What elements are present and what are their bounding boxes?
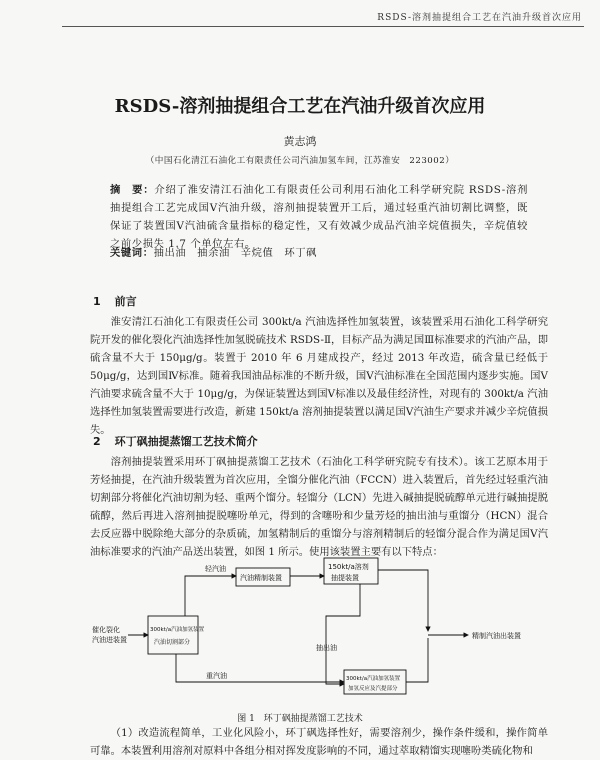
extract-oil-label: 抽出油 (316, 644, 337, 652)
section-1-number: 1 (93, 295, 101, 308)
keywords-text: 抽出油 抽余油 辛烷值 环丁砜 (153, 247, 318, 259)
process-flow-diagram (90, 556, 548, 706)
hydro-unit-label-1: 300kt/a汽油加氢装置 (346, 676, 401, 682)
hydro-unit-label-2: 加氢反应及汽提部分 (348, 686, 398, 692)
section-2-number: 2 (93, 435, 101, 448)
keywords-label: 关键词： (110, 247, 154, 259)
figure-caption: 图 1 环丁砜抽提蒸馏工艺技术 (237, 714, 363, 724)
affiliation: （中国石化清江石油化工有限责任公司汽油加氢车间，江苏淮安 223002） (145, 156, 455, 166)
raffinate-unit-label: 汽油精制装置 (240, 574, 282, 582)
feed-label-1: 催化裂化 (92, 626, 120, 634)
keywords (110, 244, 528, 262)
running-head: RSDS-溶剂抽提组合工艺在汽油升级首次应用 (377, 13, 582, 23)
product-label: 精制汽油出装置 (472, 632, 521, 640)
abstract-label: 摘 要： (110, 184, 155, 196)
extraction-unit-label-1: 150kt/a溶剂 (328, 563, 369, 571)
header-rule (62, 26, 584, 27)
abstract (110, 181, 528, 253)
splitter-label-2: 汽油切割部分 (154, 639, 191, 646)
extraction-unit-label-2: 抽提装置 (331, 574, 359, 582)
author: 黄志鸿 (283, 135, 317, 148)
section-2-paragraph: 溶剂抽提装置采用环丁砜抽提蒸馏工艺技术（石油化工科学研究院专有技术）。该工艺原本用于芳烃抽提，在汽油升级装置为首次应用，全馏分催化汽油（FCCN）进入装置后，首先经过轻重汽油切割部分将催化汽油切割为轻、重两个馏分。轻馏分（LCN）先进入碱抽提脱硫醇单元进行碱抽提脱硫醇，然后再进入溶剂抽提脱噻吩单元，得到的含噻吩和少量芳烃的抽出油与重馏分（HCN）混合去反应器中脱除绝大部分的杂质硫，加氢精制后的重馏分与溶剂精制后的轻馏分混合作为满足国Ⅴ汽油标准要求的汽油产品送出装置，如图 1 所示。使用该装置主要有以下特点： (90, 456, 548, 558)
heavy-stream-label: 重汽油 (206, 672, 227, 680)
section-1-title: 前言 (114, 295, 137, 308)
feed-label-2: 汽油进装置 (92, 636, 127, 644)
bottom-paragraph: （1）改造流程简单，工业化风险小，环丁砜选择性好，需要溶剂少，操作条件缓和，操作简单可靠。本装置利用溶剂对原料中各组分相对挥发度影响的不同，通过萃取精馏实现噻吩类硫化物和 (90, 727, 548, 757)
light-stream-label: 轻汽油 (205, 565, 226, 573)
splitter-label-1: 300kt/a汽油加氢装置 (150, 627, 205, 633)
section-2-title: 环丁砜抽提蒸馏工艺技术简介 (114, 435, 258, 448)
section-1-heading (93, 293, 137, 309)
article-title: RSDS-溶剂抽提组合工艺在汽油升级首次应用 (114, 96, 486, 117)
section-2-heading (93, 433, 258, 449)
section-1-paragraph: 淮安清江石油化工有限责任公司 300kt/a 汽油选择性加氢装置，该装置采用石油化工科学研究院开发的催化裂化汽油选择性加氢脱硫技术 RSDS-Ⅱ，目标产品为满足国Ⅲ标准要求的汽油产品，即硫含量不大于 150μg/g。装置于 2010 年 6 月建成投产，经过 2013 年改造，硫含量已经低于 50μg/g，达到国Ⅳ标准。随着我国油品标准的不断升级，国Ⅴ汽油标准在全国范围内逐步实施。国Ⅴ汽油要求硫含量不大于 10μg/g，为保证装置达到国Ⅴ标准以及最佳经济性，对现有的 300kt/a 汽油选择性加氢装置需要进行改造，新建 150kt/a 溶剂抽提装置以满足国Ⅴ汽油生产要求并减少辛烷值损失。 (90, 316, 548, 436)
splitter-box (148, 616, 198, 654)
abstract-text: 介绍了淮安清江石油化工有限责任公司利用石油化工科学研究院 RSDS-溶剂抽提组合工艺完成国Ⅴ汽油升级，溶剂抽提装置开工后，通过轻重汽油切割比调整，既保证了装置国Ⅴ汽油硫含量指标的稳定性，又有效减少成品汽油辛烷值损失，辛烷值较之前少损失 1.7 个单位左右。 (110, 184, 528, 250)
